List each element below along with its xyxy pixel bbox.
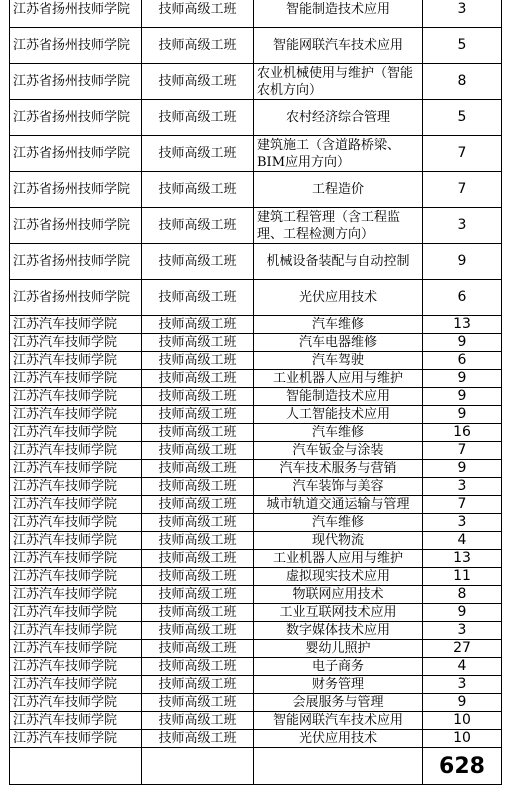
- level-cell: 技师高级工班: [142, 28, 254, 64]
- total-row: [10, 748, 502, 785]
- table-row: [10, 694, 502, 712]
- major-cell: 建筑施工（含道路桥梁、BIM应用方向）: [254, 136, 423, 172]
- table-row: [10, 604, 502, 622]
- school-cell: 江苏汽车技师学院: [10, 676, 142, 694]
- level-cell: 技师高级工班: [142, 586, 254, 604]
- count-cell: 9: [423, 604, 502, 622]
- level-cell: 技师高级工班: [142, 622, 254, 640]
- school-cell: 江苏汽车技师学院: [10, 316, 142, 334]
- table-row: [10, 586, 502, 604]
- school-cell: 江苏汽车技师学院: [10, 514, 142, 532]
- level-cell: 技师高级工班: [142, 316, 254, 334]
- total-count: 628: [423, 748, 502, 785]
- school-cell: 江苏汽车技师学院: [10, 334, 142, 352]
- table-row: [10, 136, 502, 172]
- school-cell: 江苏汽车技师学院: [10, 694, 142, 712]
- major-cell: 光伏应用技术: [254, 280, 423, 316]
- table-row: [10, 514, 502, 532]
- count-cell: 9: [423, 370, 502, 388]
- school-cell: 江苏汽车技师学院: [10, 730, 142, 748]
- level-cell: 技师高级工班: [142, 442, 254, 460]
- major-cell: 工业机器人应用与维护: [254, 370, 423, 388]
- school-cell: 江苏省扬州技师学院: [10, 208, 142, 244]
- table-row: [10, 28, 502, 64]
- major-cell: 农业机械使用与维护（智能农机方向）: [254, 64, 423, 100]
- major-cell: 光伏应用技术: [254, 730, 423, 748]
- count-cell: 9: [423, 334, 502, 352]
- level-cell: 技师高级工班: [142, 280, 254, 316]
- table-row: [10, 280, 502, 316]
- count-cell: 7: [423, 496, 502, 514]
- school-cell: 江苏汽车技师学院: [10, 352, 142, 370]
- level-cell: 技师高级工班: [142, 478, 254, 496]
- table-row: [10, 730, 502, 748]
- major-cell: 建筑工程管理（含工程监理、工程检测方向）: [254, 208, 423, 244]
- count-cell: 4: [423, 532, 502, 550]
- major-cell: 智能制造技术应用: [254, 0, 423, 28]
- table-row: [10, 388, 502, 406]
- count-cell: 3: [423, 0, 502, 28]
- school-cell: 江苏省扬州技师学院: [10, 136, 142, 172]
- count-cell: 7: [423, 442, 502, 460]
- level-cell: 技师高级工班: [142, 136, 254, 172]
- major-cell: 汽车装饰与美容: [254, 478, 423, 496]
- table-row: [10, 550, 502, 568]
- empty-cell: [142, 748, 254, 785]
- major-cell: 机械设备装配与自动控制: [254, 244, 423, 280]
- major-cell: 物联网应用技术: [254, 586, 423, 604]
- major-cell: 工业互联网技术应用: [254, 604, 423, 622]
- major-cell: 汽车维修: [254, 424, 423, 442]
- major-cell: 汽车技术服务与营销: [254, 460, 423, 478]
- table-row: [10, 532, 502, 550]
- level-cell: 技师高级工班: [142, 0, 254, 28]
- level-cell: 技师高级工班: [142, 172, 254, 208]
- school-cell: 江苏汽车技师学院: [10, 460, 142, 478]
- table-row: [10, 64, 502, 100]
- school-cell: 江苏省扬州技师学院: [10, 64, 142, 100]
- count-cell: 9: [423, 244, 502, 280]
- school-cell: 江苏汽车技师学院: [10, 550, 142, 568]
- empty-cell: [254, 748, 423, 785]
- level-cell: 技师高级工班: [142, 514, 254, 532]
- major-cell: 会展服务与管理: [254, 694, 423, 712]
- level-cell: 技师高级工班: [142, 532, 254, 550]
- table-row: [10, 658, 502, 676]
- level-cell: 技师高级工班: [142, 406, 254, 424]
- table-row: [10, 442, 502, 460]
- count-cell: 3: [423, 208, 502, 244]
- level-cell: 技师高级工班: [142, 352, 254, 370]
- school-cell: 江苏汽车技师学院: [10, 568, 142, 586]
- level-cell: 技师高级工班: [142, 370, 254, 388]
- school-cell: 江苏汽车技师学院: [10, 388, 142, 406]
- school-cell: 江苏汽车技师学院: [10, 496, 142, 514]
- table-row: [10, 208, 502, 244]
- level-cell: 技师高级工班: [142, 496, 254, 514]
- major-cell: 婴幼儿照护: [254, 640, 423, 658]
- table-row: [10, 424, 502, 442]
- table-row: [10, 316, 502, 334]
- count-cell: 4: [423, 658, 502, 676]
- level-cell: 技师高级工班: [142, 100, 254, 136]
- table-row: [10, 460, 502, 478]
- table-row: [10, 640, 502, 658]
- count-cell: 3: [423, 622, 502, 640]
- count-cell: 16: [423, 424, 502, 442]
- major-cell: 智能网联汽车技术应用: [254, 28, 423, 64]
- count-cell: 7: [423, 172, 502, 208]
- table-row: [10, 172, 502, 208]
- school-cell: 江苏汽车技师学院: [10, 478, 142, 496]
- count-cell: 9: [423, 406, 502, 424]
- empty-cell: [10, 748, 142, 785]
- school-cell: 江苏汽车技师学院: [10, 442, 142, 460]
- level-cell: 技师高级工班: [142, 64, 254, 100]
- count-cell: 6: [423, 352, 502, 370]
- table-row: [10, 622, 502, 640]
- school-cell: 江苏省扬州技师学院: [10, 244, 142, 280]
- major-cell: 汽车维修: [254, 316, 423, 334]
- count-cell: 10: [423, 730, 502, 748]
- major-cell: 汽车维修: [254, 514, 423, 532]
- table-row: [10, 676, 502, 694]
- table-row: [10, 568, 502, 586]
- count-cell: 3: [423, 514, 502, 532]
- level-cell: 技师高级工班: [142, 712, 254, 730]
- enrollment-table: [9, 0, 502, 785]
- level-cell: 技师高级工班: [142, 730, 254, 748]
- level-cell: 技师高级工班: [142, 676, 254, 694]
- level-cell: 技师高级工班: [142, 550, 254, 568]
- count-cell: 9: [423, 388, 502, 406]
- level-cell: 技师高级工班: [142, 658, 254, 676]
- count-cell: 13: [423, 550, 502, 568]
- school-cell: 江苏省扬州技师学院: [10, 0, 142, 28]
- school-cell: 江苏汽车技师学院: [10, 406, 142, 424]
- level-cell: 技师高级工班: [142, 244, 254, 280]
- school-cell: 江苏汽车技师学院: [10, 586, 142, 604]
- count-cell: 7: [423, 136, 502, 172]
- major-cell: 电子商务: [254, 658, 423, 676]
- major-cell: 数字媒体技术应用: [254, 622, 423, 640]
- table-row: [10, 244, 502, 280]
- count-cell: 8: [423, 586, 502, 604]
- count-cell: 3: [423, 478, 502, 496]
- major-cell: 汽车驾驶: [254, 352, 423, 370]
- table-row: [10, 352, 502, 370]
- major-cell: 虚拟现实技术应用: [254, 568, 423, 586]
- major-cell: 工业机器人应用与维护: [254, 550, 423, 568]
- count-cell: 13: [423, 316, 502, 334]
- major-cell: 工程造价: [254, 172, 423, 208]
- level-cell: 技师高级工班: [142, 604, 254, 622]
- count-cell: 5: [423, 100, 502, 136]
- major-cell: 人工智能技术应用: [254, 406, 423, 424]
- level-cell: 技师高级工班: [142, 388, 254, 406]
- level-cell: 技师高级工班: [142, 640, 254, 658]
- school-cell: 江苏省扬州技师学院: [10, 172, 142, 208]
- level-cell: 技师高级工班: [142, 694, 254, 712]
- major-cell: 城市轨道交通运输与管理: [254, 496, 423, 514]
- school-cell: 江苏汽车技师学院: [10, 712, 142, 730]
- major-cell: 财务管理: [254, 676, 423, 694]
- table-row: [10, 100, 502, 136]
- major-cell: 汽车钣金与涂装: [254, 442, 423, 460]
- major-cell: 汽车电器维修: [254, 334, 423, 352]
- table-row: [10, 478, 502, 496]
- table-row: [10, 334, 502, 352]
- major-cell: 现代物流: [254, 532, 423, 550]
- count-cell: 27: [423, 640, 502, 658]
- level-cell: 技师高级工班: [142, 460, 254, 478]
- school-cell: 江苏汽车技师学院: [10, 532, 142, 550]
- school-cell: 江苏汽车技师学院: [10, 604, 142, 622]
- count-cell: 11: [423, 568, 502, 586]
- table-row: [10, 0, 502, 28]
- school-cell: 江苏汽车技师学院: [10, 370, 142, 388]
- table-row: [10, 406, 502, 424]
- count-cell: 9: [423, 694, 502, 712]
- school-cell: 江苏汽车技师学院: [10, 658, 142, 676]
- school-cell: 江苏省扬州技师学院: [10, 28, 142, 64]
- level-cell: 技师高级工班: [142, 208, 254, 244]
- table-row: [10, 496, 502, 514]
- count-cell: 3: [423, 676, 502, 694]
- level-cell: 技师高级工班: [142, 424, 254, 442]
- table-row: [10, 712, 502, 730]
- count-cell: 5: [423, 28, 502, 64]
- school-cell: 江苏汽车技师学院: [10, 622, 142, 640]
- school-cell: 江苏汽车技师学院: [10, 424, 142, 442]
- count-cell: 8: [423, 64, 502, 100]
- level-cell: 技师高级工班: [142, 568, 254, 586]
- level-cell: 技师高级工班: [142, 334, 254, 352]
- table-row: [10, 370, 502, 388]
- count-cell: 9: [423, 460, 502, 478]
- count-cell: 10: [423, 712, 502, 730]
- major-cell: 农村经济综合管理: [254, 100, 423, 136]
- count-cell: 6: [423, 280, 502, 316]
- table-body: [10, 0, 502, 785]
- school-cell: 江苏汽车技师学院: [10, 640, 142, 658]
- school-cell: 江苏省扬州技师学院: [10, 280, 142, 316]
- major-cell: 智能网联汽车技术应用: [254, 712, 423, 730]
- school-cell: 江苏省扬州技师学院: [10, 100, 142, 136]
- major-cell: 智能制造技术应用: [254, 388, 423, 406]
